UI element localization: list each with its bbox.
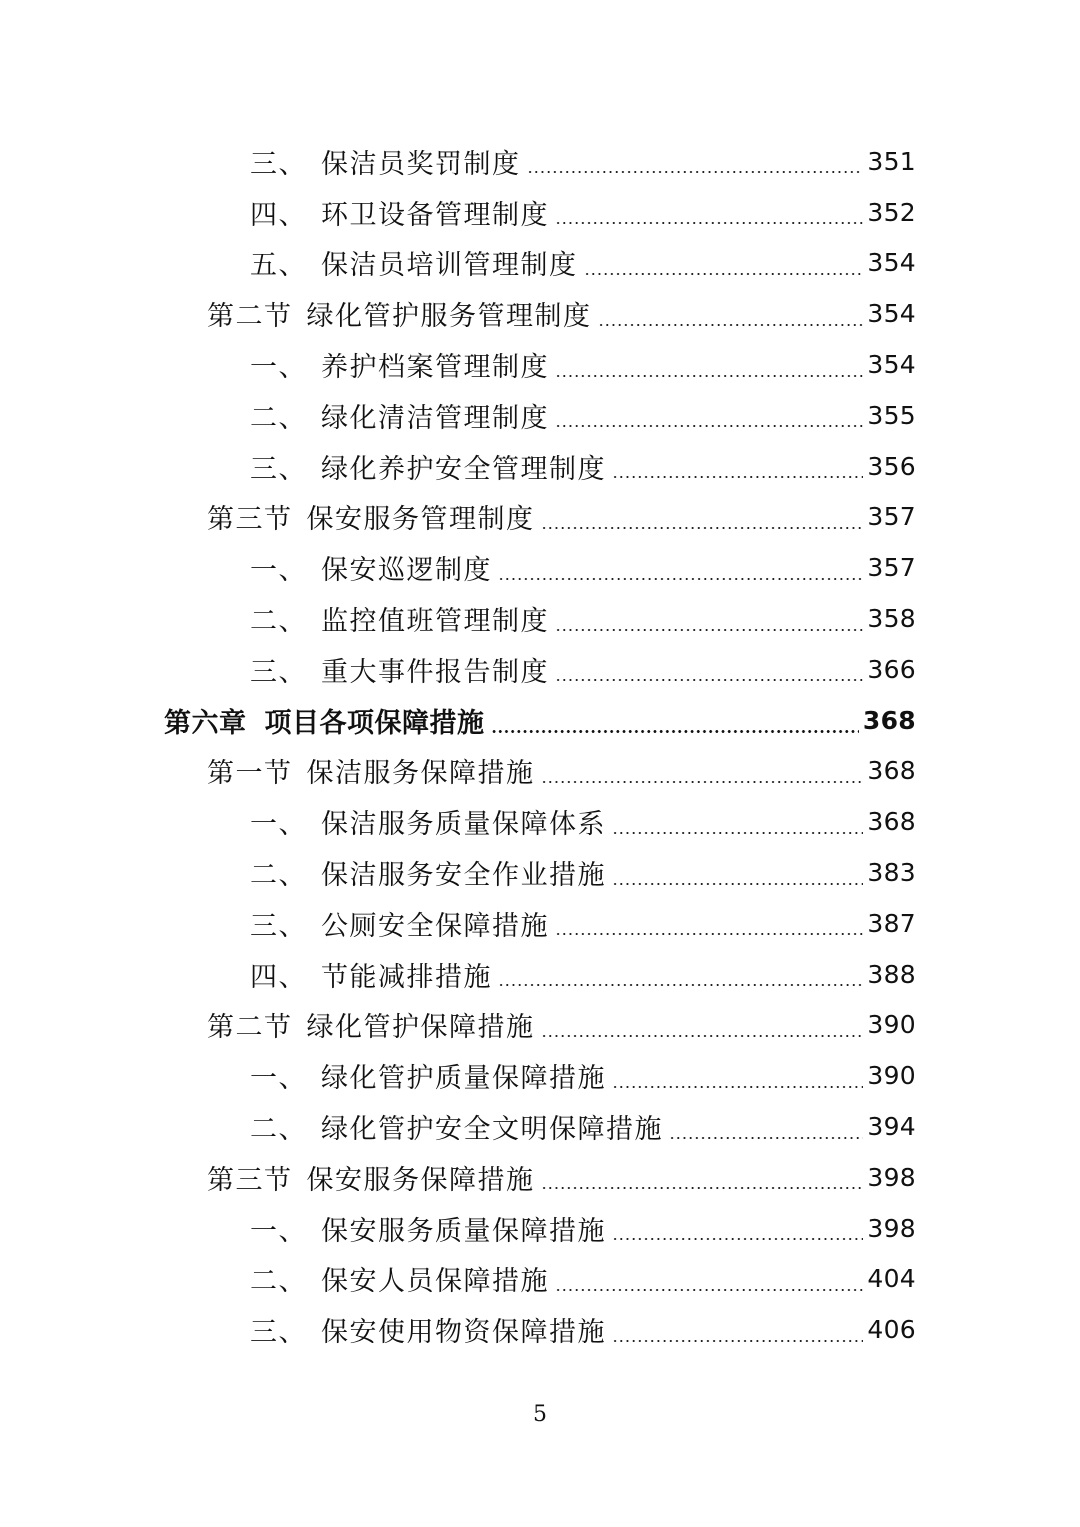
toc-page-number: 398 (867, 1213, 916, 1243)
toc-dot-leader (541, 1035, 864, 1037)
toc-entry-number: 第一节 (207, 758, 293, 790)
toc-entry-label: 保安人员保障措施 (321, 1266, 549, 1298)
toc-dot-leader (491, 730, 859, 733)
toc-dot-leader (612, 883, 863, 885)
toc-entry-title (250, 548, 492, 587)
toc-section-entry[interactable] (0, 492, 1080, 543)
toc-page-number: 394 (867, 1112, 916, 1142)
toc-entry-title (250, 904, 549, 943)
toc-subsection-entry[interactable] (0, 1101, 1080, 1152)
toc-subsection-entry[interactable] (0, 339, 1080, 390)
toc-entry-title (207, 1158, 535, 1197)
toc-page-number: 368 (862, 705, 916, 735)
toc-page-number: 351 (867, 146, 916, 176)
toc-entry-title (250, 1209, 606, 1248)
toc-entry-title (250, 955, 492, 994)
table-of-contents (0, 136, 1080, 1355)
toc-dot-leader (541, 781, 864, 783)
toc-entry-number: 二、 (250, 402, 307, 434)
toc-dot-leader (612, 832, 863, 834)
toc-entry-number: 第二节 (207, 301, 293, 333)
toc-page-number: 357 (867, 553, 916, 583)
toc-entry-label: 保安使用物资保障措施 (321, 1317, 606, 1349)
toc-entry-number: 三、 (250, 453, 307, 485)
toc-subsection-entry[interactable] (0, 644, 1080, 695)
toc-subsection-entry[interactable] (0, 1050, 1080, 1101)
toc-dot-leader (584, 273, 864, 275)
toc-entry-label: 绿化管护质量保障措施 (321, 1063, 606, 1095)
toc-dot-leader (555, 679, 863, 681)
toc-dot-leader (612, 1086, 863, 1088)
toc-entry-title (250, 243, 578, 282)
toc-entry-label: 保安巡逻制度 (321, 555, 492, 587)
toc-entry-title (164, 701, 485, 740)
toc-entry-title (250, 142, 521, 181)
toc-entry-label: 保安服务质量保障措施 (321, 1215, 606, 1247)
toc-dot-leader (555, 1289, 863, 1291)
toc-page-number: 358 (867, 604, 916, 634)
toc-entry-label: 保洁服务质量保障体系 (321, 809, 606, 841)
toc-entry-number: 二、 (250, 1266, 307, 1298)
toc-entry-number: 第六章 (164, 707, 247, 739)
toc-entry-number: 一、 (250, 555, 307, 587)
toc-dot-leader (555, 375, 863, 377)
toc-page-number: 387 (867, 908, 916, 938)
toc-entry-title (250, 1107, 663, 1146)
toc-subsection-entry[interactable] (0, 593, 1080, 644)
toc-page-number: 368 (867, 807, 916, 837)
toc-entry-title (250, 802, 606, 841)
toc-dot-leader (598, 324, 864, 326)
toc-subsection-entry[interactable] (0, 847, 1080, 898)
toc-subsection-entry[interactable] (0, 238, 1080, 289)
toc-page-number: 357 (867, 502, 916, 532)
toc-entry-title (250, 1056, 606, 1095)
toc-entry-label: 环卫设备管理制度 (321, 199, 549, 231)
toc-section-entry[interactable] (0, 746, 1080, 797)
toc-entry-label: 监控值班管理制度 (321, 606, 549, 638)
toc-page-number: 388 (867, 959, 916, 989)
toc-page-number: 368 (867, 756, 916, 786)
toc-entry-label: 保洁服务安全作业措施 (321, 860, 606, 892)
toc-subsection-entry[interactable] (0, 1254, 1080, 1305)
toc-entry-title (207, 1005, 535, 1044)
toc-entry-title (250, 396, 549, 435)
toc-entry-label: 保安服务保障措施 (306, 1164, 535, 1196)
toc-page-number: 354 (867, 350, 916, 380)
toc-entry-number: 一、 (250, 1215, 307, 1247)
toc-entry-label: 绿化管护安全文明保障措施 (321, 1114, 663, 1146)
toc-entry-number: 二、 (250, 1114, 307, 1146)
toc-entry-number: 四、 (250, 199, 307, 231)
toc-section-entry[interactable] (0, 288, 1080, 339)
toc-page-number: 404 (867, 1264, 916, 1294)
toc-entry-title (207, 294, 592, 333)
toc-entry-label: 绿化清洁管理制度 (321, 402, 549, 434)
toc-page-number: 390 (867, 1010, 916, 1040)
toc-entry-number: 三、 (250, 1317, 307, 1349)
toc-entry-title (250, 193, 549, 232)
toc-dot-leader (498, 578, 863, 580)
toc-dot-leader (541, 1187, 864, 1189)
toc-page-number: 398 (867, 1162, 916, 1192)
toc-entry-title (250, 853, 606, 892)
toc-entry-number: 三、 (250, 910, 307, 942)
toc-entry-number: 五、 (250, 250, 307, 282)
toc-entry-number: 第二节 (207, 1012, 293, 1044)
toc-subsection-entry[interactable] (0, 1203, 1080, 1254)
toc-dot-leader (527, 171, 864, 173)
toc-subsection-entry[interactable] (0, 796, 1080, 847)
toc-entry-label: 节能减排措施 (321, 961, 492, 993)
toc-dot-leader (612, 1340, 863, 1342)
toc-entry-label: 绿化养护安全管理制度 (321, 453, 606, 485)
toc-entry-label: 保洁员培训管理制度 (321, 250, 578, 282)
toc-dot-leader (612, 476, 863, 478)
toc-entry-title (207, 497, 535, 536)
toc-entry-label: 养护档案管理制度 (321, 352, 549, 384)
toc-dot-leader (498, 984, 863, 986)
page-number: 5 (533, 1402, 547, 1427)
toc-dot-leader (555, 629, 863, 631)
toc-subsection-entry[interactable] (0, 1304, 1080, 1355)
toc-dot-leader (555, 222, 863, 224)
toc-subsection-entry[interactable] (0, 949, 1080, 1000)
toc-entry-title (250, 1310, 606, 1349)
toc-dot-leader (669, 1137, 863, 1139)
toc-entry-number: 二、 (250, 606, 307, 638)
toc-entry-number: 三、 (250, 148, 307, 180)
toc-entry-number: 第三节 (207, 504, 293, 536)
toc-section-entry[interactable] (0, 1152, 1080, 1203)
toc-entry-label: 绿化管护服务管理制度 (306, 301, 592, 333)
toc-entry-title (250, 345, 549, 384)
toc-entry-title (250, 650, 549, 689)
toc-entry-number: 一、 (250, 352, 307, 384)
toc-entry-number: 一、 (250, 809, 307, 841)
toc-subsection-entry[interactable] (0, 390, 1080, 441)
toc-page-number: 356 (867, 451, 916, 481)
toc-subsection-entry[interactable] (0, 136, 1080, 187)
toc-entry-number: 二、 (250, 860, 307, 892)
toc-entry-title (250, 447, 606, 486)
toc-entry-number: 第三节 (207, 1164, 293, 1196)
toc-chapter-entry[interactable] (0, 695, 1080, 746)
toc-page-number: 383 (867, 858, 916, 888)
toc-entry-label: 绿化管护保障措施 (306, 1012, 535, 1044)
toc-entry-label: 重大事件报告制度 (321, 656, 549, 688)
toc-dot-leader (612, 1238, 863, 1240)
toc-entry-number: 四、 (250, 961, 307, 993)
toc-entry-label: 项目各项保障措施 (264, 707, 485, 739)
toc-entry-number: 三、 (250, 656, 307, 688)
toc-subsection-entry[interactable] (0, 898, 1080, 949)
toc-section-entry[interactable] (0, 1000, 1080, 1051)
toc-page-number: 406 (867, 1315, 916, 1345)
toc-subsection-entry[interactable] (0, 187, 1080, 238)
toc-entry-label: 公厕安全保障措施 (321, 910, 549, 942)
toc-dot-leader (541, 527, 864, 529)
toc-entry-label: 保洁服务保障措施 (306, 758, 535, 790)
toc-entry-title (250, 1259, 549, 1298)
toc-page-number: 366 (867, 654, 916, 684)
toc-page-number: 355 (867, 400, 916, 430)
toc-dot-leader (555, 933, 863, 935)
toc-page-number: 354 (867, 299, 916, 329)
toc-entry-label: 保洁员奖罚制度 (321, 148, 521, 180)
toc-page-number: 352 (867, 197, 916, 227)
toc-entry-number: 一、 (250, 1063, 307, 1095)
toc-page-number: 390 (867, 1061, 916, 1091)
toc-subsection-entry[interactable] (0, 542, 1080, 593)
toc-dot-leader (555, 425, 863, 427)
toc-entry-label: 保安服务管理制度 (306, 504, 535, 536)
toc-page-number: 354 (867, 248, 916, 278)
toc-entry-title (207, 751, 535, 790)
toc-entry-title (250, 599, 549, 638)
toc-subsection-entry[interactable] (0, 441, 1080, 492)
